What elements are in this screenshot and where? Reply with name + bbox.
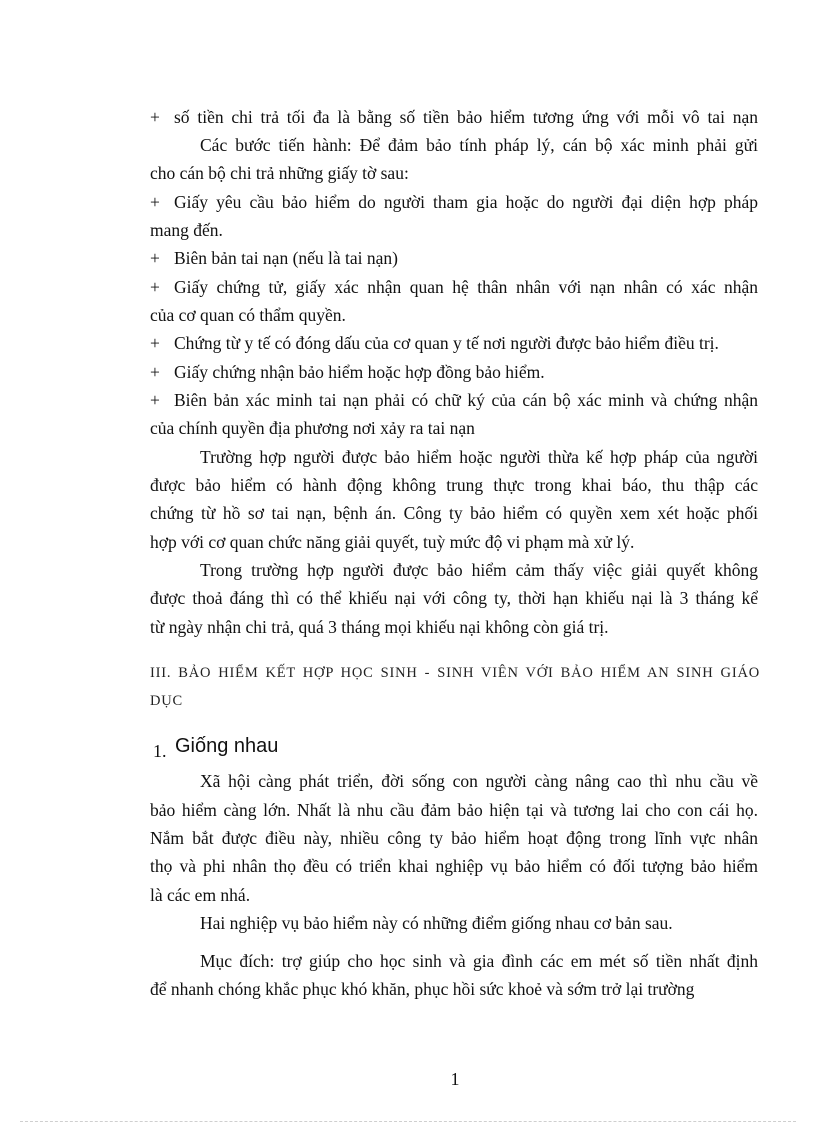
bullet-marker: + [150, 333, 160, 353]
paragraph-line: chứng từ hồ sơ tai nạn, bệnh án. Công ty bảo hiểm có quyền xem xét hoặc phối [150, 503, 758, 523]
bullet-line: Giấy chứng nhận bảo hiểm hoặc hợp đồng bảo hiểm. [174, 362, 545, 382]
bullet-line: Giấy chứng tử, giấy xác nhận quan hệ thân nhân với nạn nhân có xác nhận [174, 277, 758, 297]
paragraph-line: là các em nhá. [150, 885, 251, 905]
bullet-marker: + [150, 390, 160, 410]
bullet-line: Biên bản xác minh tai nạn phải có chữ ký của cán bộ xác minh và chứng nhận [174, 390, 758, 410]
bullet-marker: + [150, 362, 160, 382]
paragraph-line: Xã hội càng phát triển, đời sống con người càng nâng cao thì nhu cầu về [200, 771, 758, 791]
section-heading-continued: DỤC [150, 693, 184, 709]
paragraph-line: cho cán bộ chi trả những giấy tờ sau: [150, 163, 409, 183]
paragraph-line: Nắm bắt được điều này, nhiều công ty bảo hiểm hoạt động trong lĩnh vực nhân [150, 828, 758, 848]
bullet-line-continued: của cơ quan có thẩm quyền. [150, 305, 346, 325]
subheading-title: Giống nhau [175, 735, 279, 757]
bullet-line-continued: mang đến. [150, 220, 223, 240]
bullet-marker: + [150, 248, 160, 268]
paragraph-line: được thoả đáng thì có thể khiếu nại với công ty, thời hạn khiếu nại là 3 tháng kể [150, 588, 758, 608]
paragraph-line: Mục đích: trợ giúp cho học sinh và gia đình các em mét số tiền nhất định [200, 951, 758, 971]
paragraph-line: Hai nghiệp vụ bảo hiểm này có những điểm giống nhau cơ bản sau. [200, 913, 673, 933]
bullet-marker: + [150, 277, 160, 297]
bullet-line: Chứng từ y tế có đóng dấu của cơ quan y tế nơi người được bảo hiểm điều trị. [174, 333, 719, 353]
bullet-marker: + [150, 107, 160, 127]
paragraph-line: thọ và phi nhân thọ đều có triển khai nghiệp vụ bảo hiểm có đối tượng bảo hiểm [150, 856, 758, 876]
bullet-line: Giấy yêu cầu bảo hiểm do người tham gia hoặc do người đại diện hợp pháp [174, 192, 758, 212]
paragraph-line: để nhanh chóng khắc phục khó khăn, phục hồi sức khoẻ và sớm trở lại trường [150, 979, 695, 999]
paragraph-line: Trong trường hợp người được bảo hiểm cảm thấy việc giải quyết không [200, 560, 758, 580]
paragraph-line: Trường hợp người được bảo hiểm hoặc người thừa kế hợp pháp của người [200, 447, 758, 467]
bullet-line-continued: của chính quyền địa phương nơi xảy ra tai nạn [150, 418, 475, 438]
bullet-marker: + [150, 192, 160, 212]
subheading-number: 1. [153, 741, 167, 761]
paragraph-line: hợp với cơ quan chức năng giải quyết, tuỳ mức độ vi phạm mà xử lý. [150, 532, 635, 552]
bullet-line: Biên bản tai nạn (nếu là tai nạn) [174, 248, 399, 268]
page-number: 1 [450, 1069, 460, 1089]
bullet-line: số tiền chi trả tối đa là bằng số tiền bảo hiểm tương ứng với mỗi vô tai nạn [174, 107, 758, 127]
section-heading: III. BẢO HIỂM KẾT HỢP HỌC SINH - SINH VIÊN VỚI BẢO HIỂM AN SINH GIÁO [150, 665, 760, 681]
paragraph-line: bảo hiểm càng lớn. Nhất là nhu cầu đảm bảo hiện tại và tương lai cho con cái họ. [150, 800, 758, 820]
paragraph-line: Các bước tiến hành: Để đảm bảo tính pháp lý, cán bộ xác minh phải gửi [200, 135, 758, 155]
page-bottom-rule [20, 1121, 796, 1122]
paragraph-line: từ ngày nhận chi trả, quá 3 tháng mọi khiếu nại không còn giá trị. [150, 617, 609, 637]
paragraph-line: được bảo hiểm có hành động không trung thực trong khai báo, thu thập các [150, 475, 758, 495]
